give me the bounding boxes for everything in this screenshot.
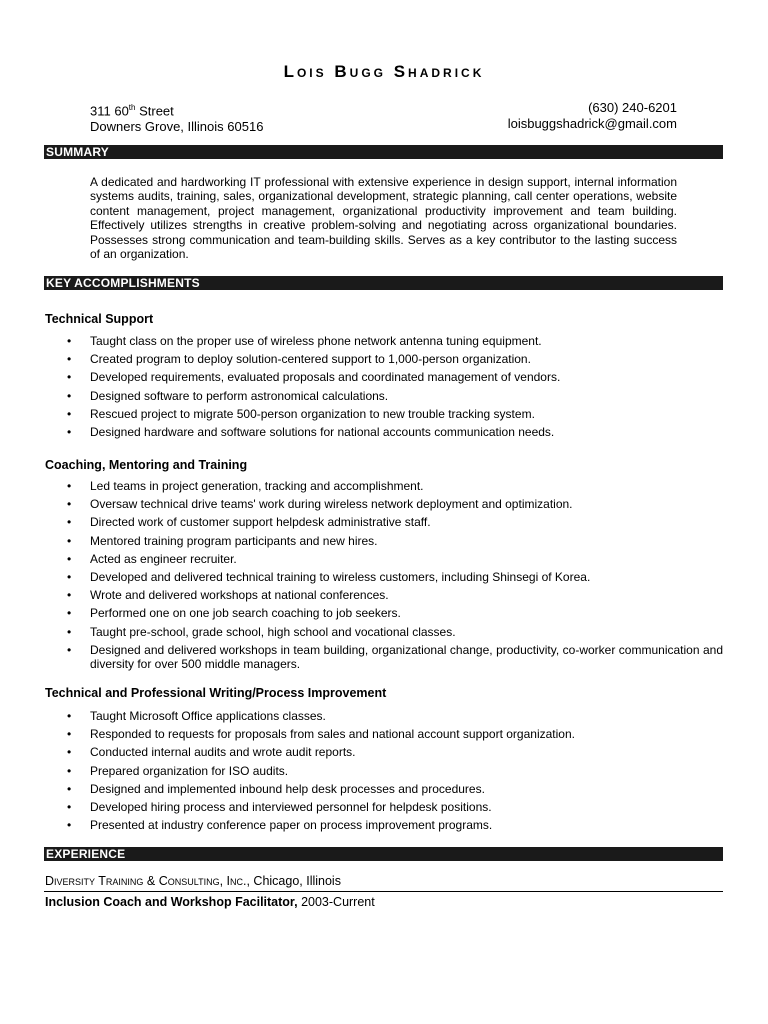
list-item: • Designed and delivered workshops in team building, organizational change, productivity, co-worker communication and diversity for over 500 middle managers.	[45, 643, 723, 671]
candidate-name: Lois Bugg Shadrick	[283, 62, 485, 81]
company-name: Diversity Training & Consulting, Inc.	[45, 874, 247, 888]
section-bar-experience: EXPERIENCE	[44, 847, 723, 861]
list-item: • Directed work of customer support helpdesk administrative staff.	[45, 515, 723, 529]
list-item: • Responded to requests for proposals from sales and national account support organization.	[45, 727, 723, 741]
list-item: • Oversaw technical drive teams' work during wireless network deployment and optimization.	[45, 497, 723, 511]
list-item: • Designed hardware and software solutions for national accounts communication needs.	[45, 425, 723, 439]
email-address: loisbuggshadrick@gmail.com	[507, 116, 677, 131]
company-line	[45, 874, 341, 888]
list-item: • Designed and implemented inbound help desk processes and procedures.	[45, 782, 723, 796]
coaching-list	[45, 479, 723, 675]
address-line-2: Downers Grove, Illinois 60516	[90, 119, 264, 135]
list-item: • Taught Microsoft Office applications classes.	[45, 709, 723, 723]
divider	[44, 891, 723, 892]
role-dates: 2003-Current	[297, 895, 375, 909]
subheading-technical-support: Technical Support	[45, 312, 154, 326]
contact-block	[508, 100, 677, 132]
address-block	[90, 100, 263, 135]
address-line-1: 311 60th Street	[90, 103, 174, 119]
role-line	[45, 895, 375, 909]
list-item: • Presented at industry conference paper on process improvement programs.	[45, 818, 723, 832]
section-bar-summary: SUMMARY	[44, 145, 723, 159]
list-item: • Designed software to perform astronomical calculations.	[45, 389, 723, 403]
phone-number: (630) 240-6201	[588, 100, 677, 115]
list-item: • Taught pre-school, grade school, high school and vocational classes.	[45, 625, 723, 639]
list-item: • Led teams in project generation, tracking and accomplishment.	[45, 479, 723, 493]
list-item: • Mentored training program participants and new hires.	[45, 534, 723, 548]
section-bar-accomplishments: KEY ACCOMPLISHMENTS	[44, 276, 723, 290]
list-item: • Developed and delivered technical training to wireless customers, including Shinsegi of Korea.	[45, 570, 723, 584]
list-item: • Acted as engineer recruiter.	[45, 552, 723, 566]
list-item: • Performed one on one job search coaching to job seekers.	[45, 606, 723, 620]
technical-support-list	[45, 334, 723, 443]
company-location: , Chicago, Illinois	[246, 874, 341, 888]
subheading-coaching: Coaching, Mentoring and Training	[45, 458, 248, 472]
role-title: Inclusion Coach and Workshop Facilitator,	[45, 895, 298, 909]
summary-paragraph: A dedicated and hardworking IT professional with extensive experience in design support, internal information systems audits, training, sales, organizational development, strategic planning, call center operations, website content management, project management, organizational productivity improvement and team building. Effectively utilizes strengths in creative problem-solving and negotiating across organizational boundaries. Possesses strong communication and team-building skills. Serves as a key contributor to the lasting success of an organization.	[90, 175, 677, 262]
list-item: • Wrote and delivered workshops at national conferences.	[45, 588, 723, 602]
list-item: • Developed hiring process and interviewed personnel for helpdesk positions.	[45, 800, 723, 814]
list-item: • Developed requirements, evaluated proposals and coordinated management of vendors.	[45, 370, 723, 384]
list-item: • Taught class on the proper use of wireless phone network antenna tuning equipment.	[45, 334, 723, 348]
list-item: • Rescued project to migrate 500-person organization to new trouble tracking system.	[45, 407, 723, 421]
list-item: • Created program to deploy solution-centered support to 1,000-person organization.	[45, 352, 723, 366]
list-item: • Prepared organization for ISO audits.	[45, 764, 723, 778]
writing-list	[45, 709, 723, 836]
list-item: • Conducted internal audits and wrote audit reports.	[45, 745, 723, 759]
subheading-writing: Technical and Professional Writing/Process Improvement	[45, 686, 387, 700]
